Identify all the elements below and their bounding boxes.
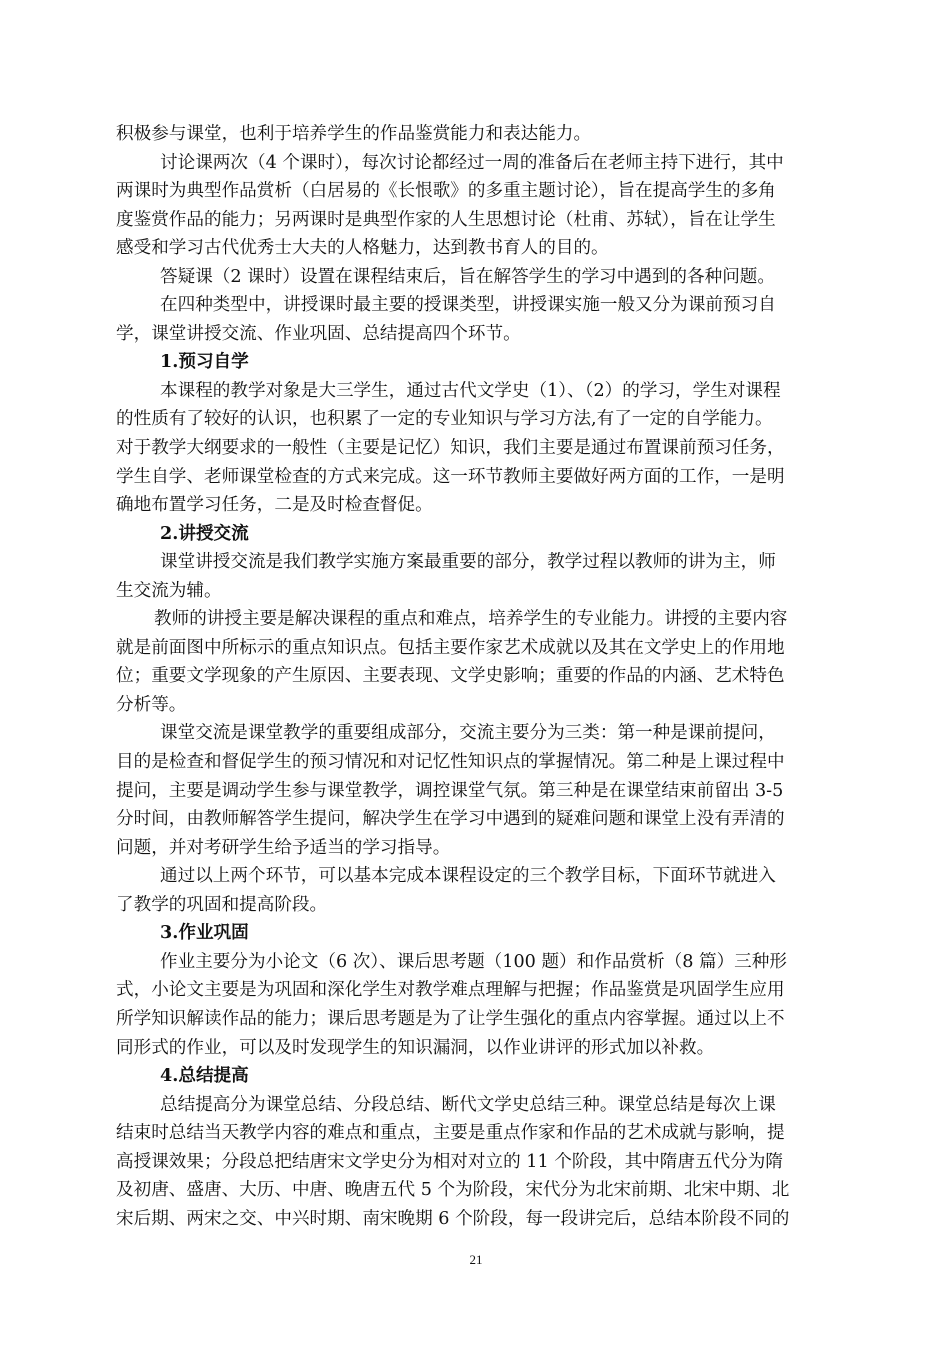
text-line: 了教学的巩固和提高阶段。	[116, 894, 328, 915]
text-line: 就是前面图中所标示的重点知识点。包括主要作家艺术成就以及其在文学史上的作用地	[116, 637, 785, 658]
text-line: 度鉴赏作品的能力；另两课时是典型作家的人生思想讨论（杜甫、苏轼），旨在让学生	[116, 209, 776, 230]
text-line: 位；重要文学现象的产生原因、主要表现、文学史影响；重要的作品的内涵、艺术特色	[116, 666, 785, 687]
text-line: 答疑课（2 课时）设置在课程结束后，旨在解答学生的学习中遇到的各种问题。	[160, 266, 775, 287]
text-line: 课堂讲授交流是我们教学实施方案最重要的部分，教学过程以教师的讲为主，师	[160, 552, 776, 573]
text-line: 所学知识解读作品的能力；课后思考题是为了让学生强化的重点内容掌握。通过以上不	[116, 1008, 785, 1029]
page-number: 21	[469, 1252, 483, 1267]
text-line: 课堂交流是课堂教学的重要组成部分，交流主要分为三类：第一种是课前提问，	[160, 723, 776, 744]
text-line: 问题，并对考研学生给予适当的学习指导。	[116, 837, 451, 858]
text-line: 同形式的作业，可以及时发现学生的知识漏洞，以作业讲评的形式加以补救。	[116, 1037, 715, 1058]
text-line: 讨论课两次（4 个课时），每次讨论都经过一周的准备后在老师主持下进行，其中	[160, 152, 784, 173]
text-line: 的性质有了较好的认识，也积累了一定的专业知识与学习方法,有了一定的自学能力。	[116, 409, 773, 430]
text-line: 式，小论文主要是为巩固和深化学生对教学难点理解与把握；作品鉴赏是巩固学生应用	[116, 980, 785, 1001]
section-heading: 2.讲授交流	[160, 522, 249, 544]
text-line: 感受和学习古代优秀士大夫的人格魅力，达到教书育人的目的。	[116, 238, 609, 259]
text-line: 在四种类型中，讲授课时最主要的授课类型，讲授课实施一般又分为课前预习自	[160, 295, 776, 316]
section-heading: 3.作业巩固	[160, 922, 249, 944]
text-line: 及初唐、盛唐、大历、中唐、晚唐五代 5 个为阶段，宋代分为北宋前期、北宋中期、北	[116, 1180, 790, 1201]
text-line: 提问，主要是调动学生参与课堂教学，调控课堂气氛。第三种是在课堂结束前留出 3-5	[116, 780, 784, 801]
text-line: 对于教学大纲要求的一般性（主要是记忆）知识，我们主要是通过布置课前预习任务，	[116, 438, 785, 459]
text-line: 教师的讲授主要是解决课程的重点和难点，培养学生的专业能力。讲授的主要内容	[154, 609, 788, 630]
text-line: 分时间，由教师解答学生提问，解决学生在学习中遇到的疑难问题和课堂上没有弄清的	[116, 809, 785, 830]
text-line: 结束时总结当天教学内容的难点和重点，主要是重点作家和作品的艺术成就与影响，提	[116, 1123, 785, 1144]
text-line: 生交流为辅。	[116, 580, 222, 601]
text-line: 学，课堂讲授交流、作业巩固、总结提高四个环节。	[116, 323, 521, 344]
section-heading: 1.预习自学	[160, 351, 249, 373]
text-line: 高授课效果；分段总把结唐宋文学史分为相对对立的 11 个阶段，其中隋唐五代分为隋	[116, 1151, 783, 1172]
text-line: 通过以上两个环节，可以基本完成本课程设定的三个教学目标，下面环节就进入	[160, 866, 776, 887]
text-line: 确地布置学习任务，二是及时检查督促。	[116, 495, 433, 516]
text-line: 两课时为典型作品赏析（白居易的《长恨歌》的多重主题讨论），旨在提高学生的多角	[116, 181, 776, 202]
text-line: 本课程的教学对象是大三学生，通过古代文学史（1）、（2）的学习，学生对课程	[160, 380, 781, 401]
text-line: 目的是检查和督促学生的预习情况和对记忆性知识点的掌握情况。第二种是上课过程中	[116, 752, 785, 773]
document-body	[116, 120, 838, 1233]
text-line: 作业主要分为小论文（6 次）、课后思考题（100 题）和作品赏析（8 篇）三种形	[160, 951, 787, 972]
text-line: 总结提高分为课堂总结、分段总结、断代文学史总结三种。课堂总结是每次上课	[160, 1094, 776, 1115]
text-line: 分析等。	[116, 694, 187, 715]
text-line: 宋后期、两宋之交、中兴时期、南宋晚期 6 个阶段，每一段讲完后，总结本阶段不同的	[116, 1208, 790, 1229]
section-heading: 4.总结提高	[160, 1065, 249, 1087]
text-line: 学生自学、老师课堂检查的方式来完成。这一环节教师主要做好两方面的工作，一是明	[116, 466, 785, 487]
text-line: 积极参与课堂，也利于培养学生的作品鉴赏能力和表达能力。	[116, 124, 592, 144]
